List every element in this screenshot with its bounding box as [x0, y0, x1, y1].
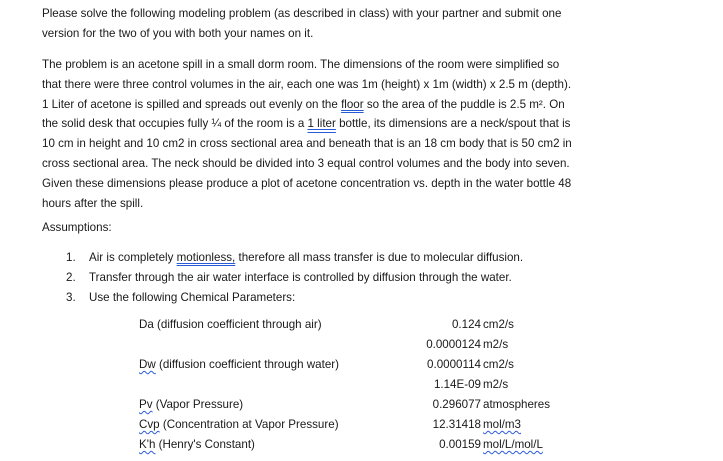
param-value: 0.296077: [432, 398, 481, 411]
spellcheck-word: mol/m3: [483, 418, 522, 431]
problem-line: that there were three control volumes in the air, each one was 1m (height) x 1m (width) x 2.5 m (depth).: [42, 77, 572, 91]
assumptions-list: [66, 248, 523, 307]
param-label: [139, 395, 243, 415]
problem-line: cross sectional area. The neck should be divided into 3 equal control volumes and the body into seven.: [42, 156, 570, 170]
problem-paragraph: [42, 55, 707, 213]
problem-line: so the area of the puddle is 2.5 m². On: [363, 97, 565, 111]
list-text: therefore all mass transfer is due to molecular diffusion.: [235, 251, 524, 264]
param-label-text: (Henry's Constant): [155, 438, 255, 451]
problem-line: Given these dimensions please produce a plot of acetone concentration vs. depth in the water bottle 48: [42, 176, 572, 190]
list-item: [66, 288, 523, 308]
param-label-text: (diffusion coefficient through water): [155, 358, 339, 371]
list-number: 2.: [66, 270, 76, 284]
param-label: [139, 435, 255, 455]
intro-paragraph: [42, 4, 707, 44]
problem-line: hours after the spill.: [42, 196, 144, 210]
list-text: Use the following Chemical Parameters:: [89, 290, 296, 304]
spellcheck-word: Dw: [139, 358, 156, 371]
param-label-text: (Concentration at Vapor Pressure): [159, 418, 339, 431]
param-value: 0.0000114: [427, 358, 481, 371]
list-item: [66, 268, 523, 288]
param-value: 1.14E-09: [433, 378, 481, 391]
spellcheck-word: 1 liter: [307, 117, 336, 131]
problem-line: 1 Liter of acetone is spilled and spreads out evenly on the: [42, 97, 342, 111]
problem-line: 10 cm in height and 10 cm2 in cross sectional area and beneath that is an 18 cm body that is 50 cm2 in: [42, 137, 572, 151]
spellcheck-word: floor: [341, 97, 364, 111]
param-label: Da (diffusion coefficient through air): [139, 318, 322, 331]
spellcheck-word: Pv: [139, 398, 153, 411]
intro-line: version for the two of you with both your names on it.: [42, 26, 314, 40]
param-unit: m2/s: [483, 378, 509, 391]
problem-line: bottle, its dimensions are a neck/spout that is: [335, 117, 571, 131]
param-unit: cm2/s: [483, 318, 514, 331]
spellcheck-word: motionless,: [176, 251, 236, 264]
spellcheck-word: mol/L/mol/L: [483, 438, 543, 451]
param-label-text: (Vapor Pressure): [152, 398, 244, 411]
list-text: Air is completely: [89, 251, 177, 264]
problem-line: the solid desk that occupies fully ¼ of the room is a: [42, 117, 308, 131]
param-unit: atmospheres: [483, 398, 551, 411]
list-item: [66, 248, 523, 268]
param-unit: cm2/s: [483, 358, 514, 371]
assumptions-heading: Assumptions:: [42, 221, 112, 234]
list-text: Transfer through the air water interface is controlled by diffusion through the water.: [89, 270, 512, 284]
param-unit: [483, 415, 521, 435]
spellcheck-word: K'h: [139, 438, 156, 451]
intro-line: Please solve the following modeling problem (as described in class) with your partner and submit one: [42, 7, 562, 20]
spellcheck-word: Cvp: [139, 418, 160, 431]
param-unit: m2/s: [483, 338, 509, 351]
param-label: [139, 355, 339, 375]
param-value: 0.00159: [439, 438, 481, 451]
param-value: 0.0000124: [426, 338, 481, 351]
list-number: 3.: [66, 290, 76, 304]
problem-line: The problem is an acetone spill in a small dorm room. The dimensions of the room were simplified so: [42, 58, 560, 71]
param-unit: [483, 435, 543, 455]
param-value: 0.124: [451, 318, 481, 331]
list-number: 1.: [66, 251, 76, 264]
param-value: 12.31418: [432, 418, 481, 431]
param-label: [139, 415, 339, 435]
